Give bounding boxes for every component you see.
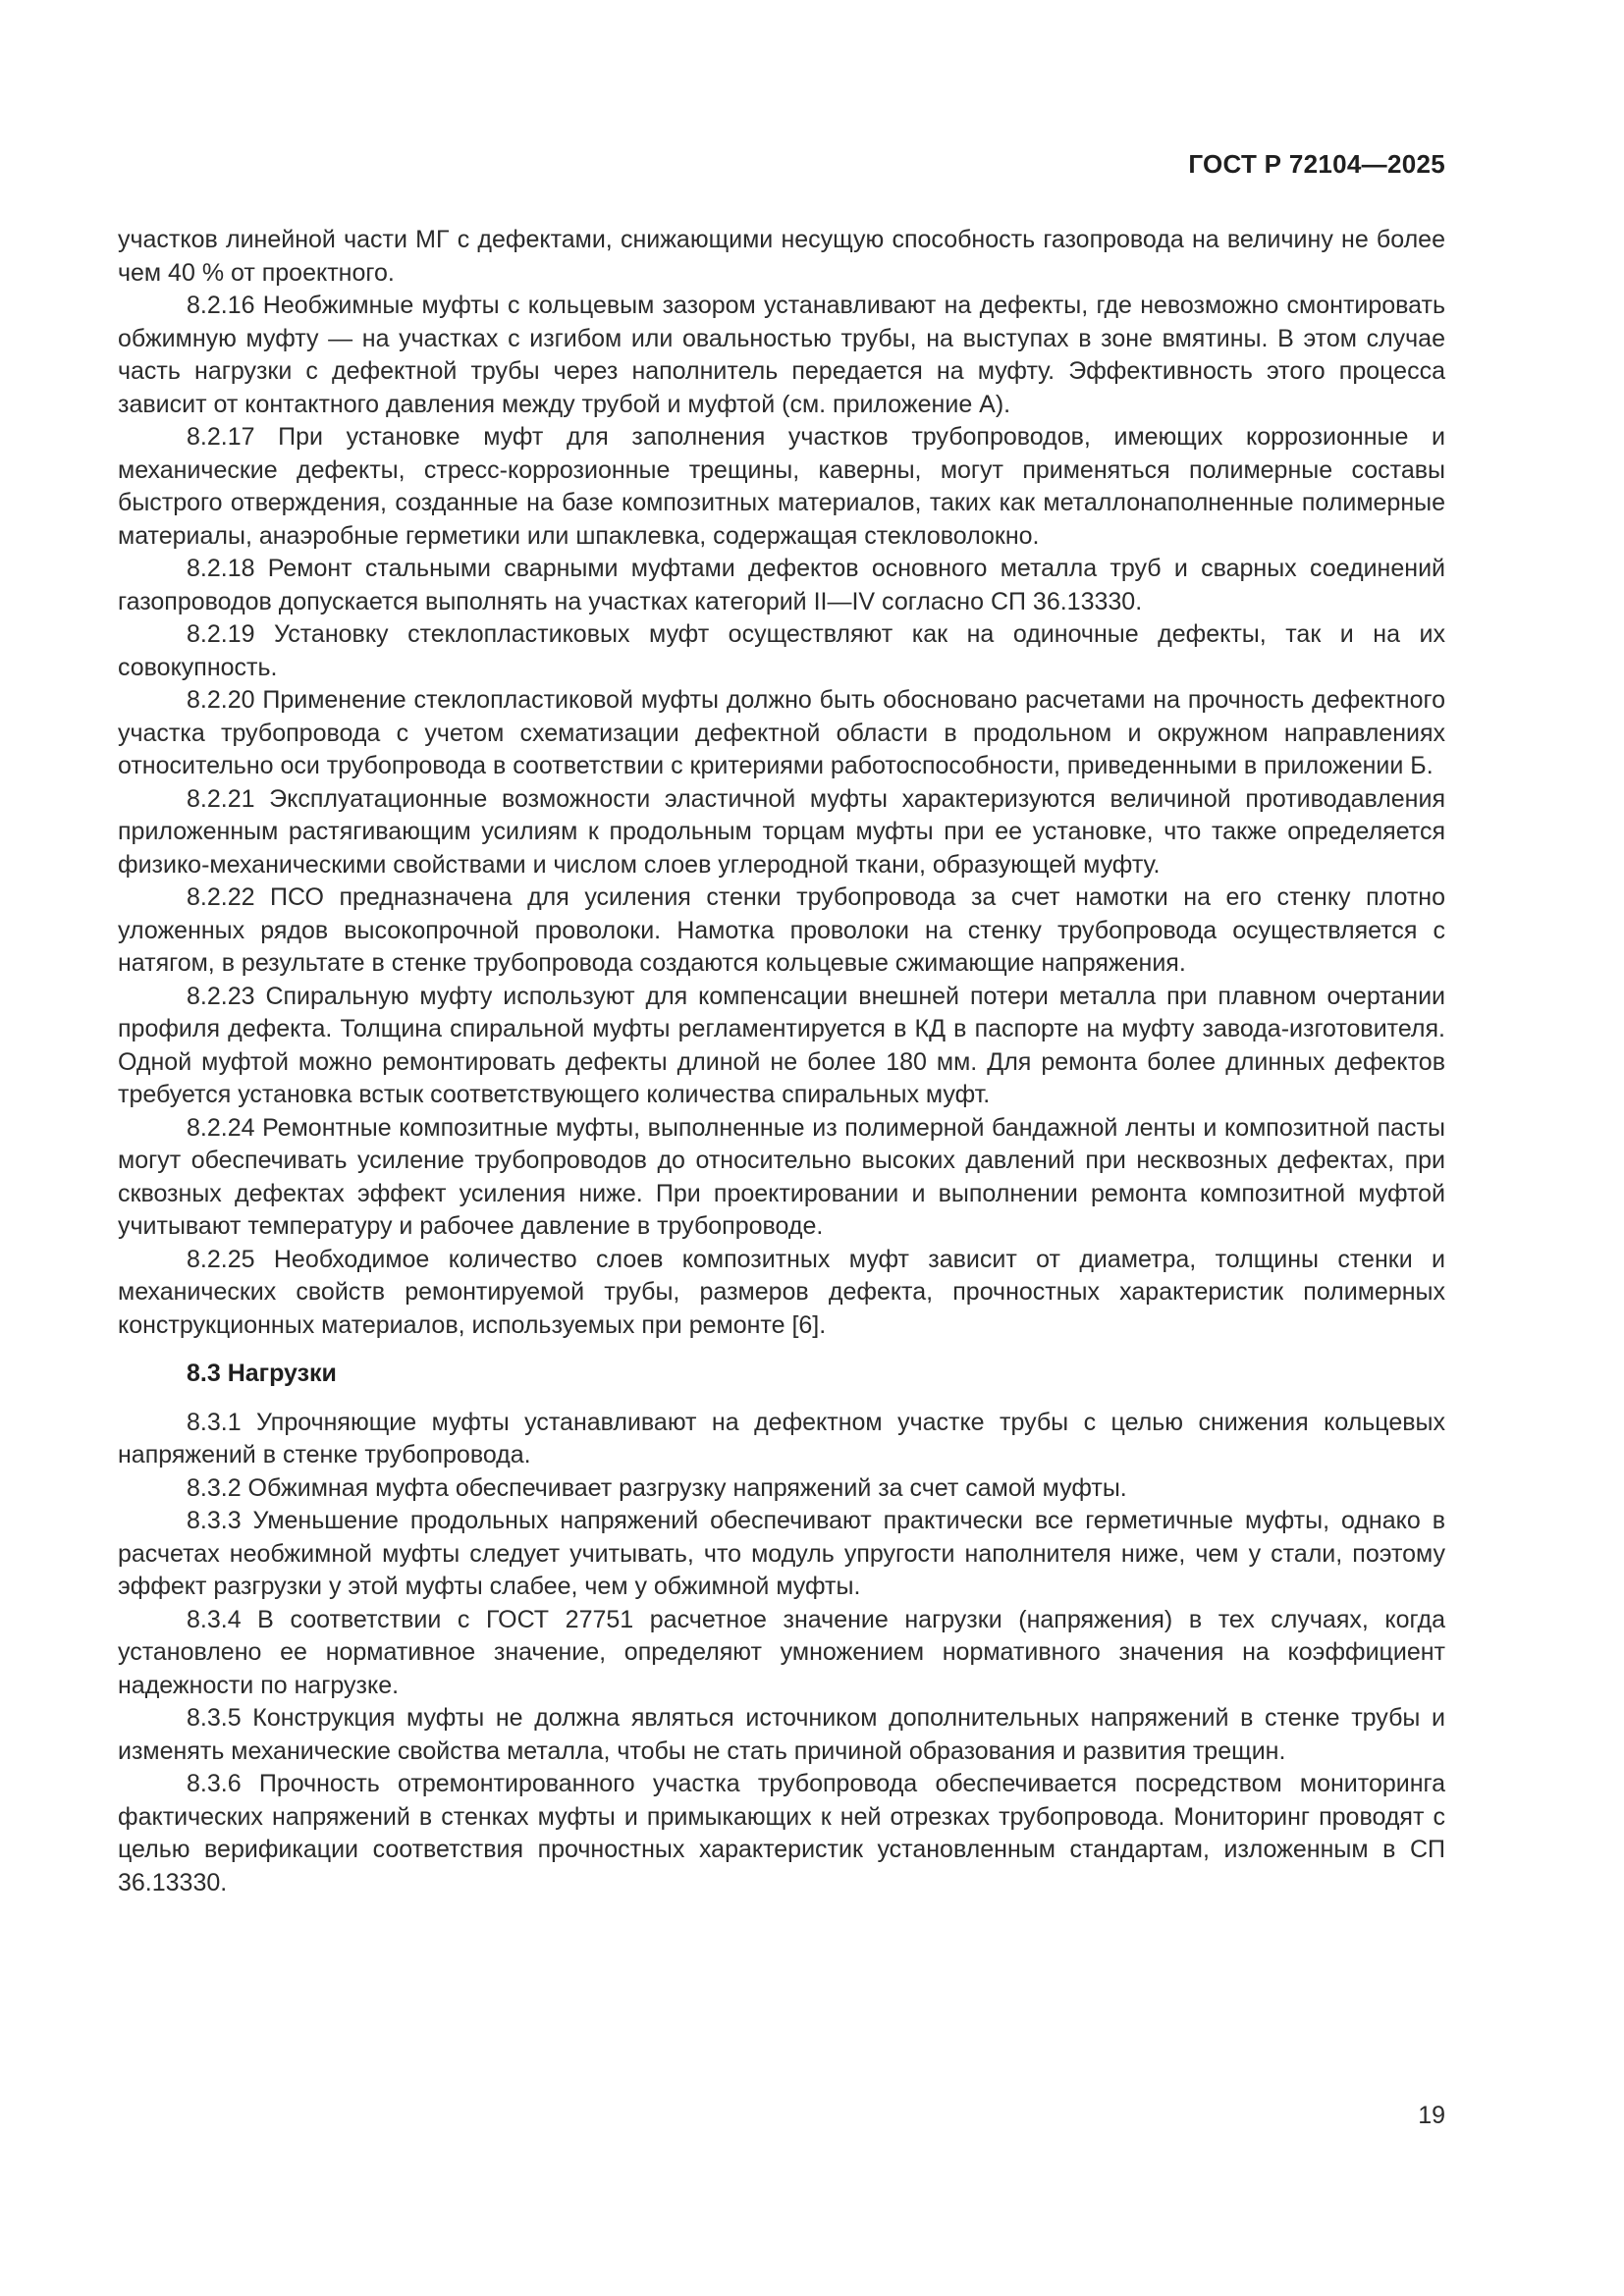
paragraph-8-3-4: 8.3.4 В соответствии с ГОСТ 27751 расчетное значение нагрузки (напряжения) в тех случаях, когда установлено ее нормативное значение, определяют умножением нормативного значения на коэффициент надежности по нагрузке. bbox=[118, 1605, 1445, 1699]
paragraph-8-2-22: 8.2.22 ПСО предназначена для усиления стенки трубопровода за счет намотки на его стенку плотно уложенных рядов высокопрочной проволоки. Намотка проволоки на стенку трубопровода осуществляется с натягом, в результате в стенке трубопровода создаются кольцевые сжимающие напряжения. bbox=[118, 883, 1445, 977]
paragraph-8-2-25: 8.2.25 Необходимое количество слоев композитных муфт зависит от диаметра, толщины стенки и механических свойств ремонтируемой трубы, размеров дефекта, прочностных характеристик полимерных конструкционных материалов, используемых при ремонте [6]. bbox=[118, 1245, 1445, 1339]
document-header: ГОСТ Р 72104—2025 bbox=[1188, 149, 1445, 179]
paragraph-8-2-24: 8.2.24 Ремонтные композитные муфты, выполненные из полимерной бандажной ленты и композитной пасты могут обеспечивать усиление трубопроводов до относительно высоких давлений при несквозных дефектах, при сквозных дефектах эффект усиления ниже. При проектировании и выполнении ремонта композитной муфтой учитывают температуру и рабочее давление в трубопроводе. bbox=[118, 1113, 1445, 1240]
paragraph-8-2-18: 8.2.18 Ремонт стальными сварными муфтами дефектов основного металла труб и сварных соединений газопроводов допускается выполнять на участках категорий II—IV согласно СП 36.13330. bbox=[118, 555, 1445, 615]
paragraph-8-3-5: 8.3.5 Конструкция муфты не должна являться источником дополнительных напряжений в стенке трубы и изменять механические свойства металла, чтобы не стать причиной образования и развития трещин. bbox=[118, 1704, 1445, 1765]
paragraph-8-2-21: 8.2.21 Эксплуатационные возможности эластичной муфты характеризуются величиной противодавления приложенным растягивающим усилиям к продольным торцам муфты при ее установке, что также определяется физико-механическими свойствами и числом слоев углеродной ткани, образующей муфту. bbox=[118, 784, 1445, 879]
paragraph-8-2-17: 8.2.17 При установке муфт для заполнения участков трубопроводов, имеющих коррозионные и механические дефекты, стресс-коррозионные трещины, каверны, могут применяться полимерные составы быстрого отверждения, созданные на базе композитных материалов, таких как металлонаполненные полимерные материалы, анаэробные герметики или шпаклевка, содержащая стекловолокно. bbox=[118, 423, 1445, 550]
paragraph-8-2-16: 8.2.16 Необжимные муфты с кольцевым зазором устанавливают на дефекты, где невозможно смонтировать обжимную муфту — на участках с изгибом или овальностью трубы, на выступах в зоне вмятины. В этом случае часть нагрузки с дефектной трубы через наполнитель передается на муфту. Эффективность этого процесса зависит от контактного давления между трубой и муфтой (см. приложение А). bbox=[118, 292, 1445, 418]
page-number: 19 bbox=[1418, 2102, 1445, 2129]
paragraph-8-2-19: 8.2.19 Установку стеклопластиковых муфт осуществляют как на одиночные дефекты, так и на их совокупность. bbox=[118, 620, 1445, 681]
paragraph-8-3-6: 8.3.6 Прочность отремонтированного участка трубопровода обеспечивается посредством мониторинга фактических напряжений в стенках муфты и примыкающих к ней отрезках трубопровода. Мониторинг проводят с целью верификации соответствия прочностных характеристик установленным стандартам, изложенным в СП 36.13330. bbox=[118, 1770, 1445, 1896]
paragraph-8-2-23: 8.2.23 Спиральную муфту используют для компенсации внешней потери металла при плавном очертании профиля дефекта. Толщина спиральной муфты регламентируется в КД в паспорте на муфту завода-изготовителя. Одной муфтой можно ремонтировать дефекты длиной не более 180 мм. Для ремонта более длинных дефектов требуется установка встык соответствующего количества спиральных муфт. bbox=[118, 982, 1445, 1108]
paragraph-continuation: участков линейной части МГ с дефектами, снижающими несущую способность газопровода на величину не более чем 40 % от проектного. bbox=[118, 226, 1445, 287]
paragraph-8-2-20: 8.2.20 Применение стеклопластиковой муфты должно быть обосновано расчетами на прочность дефектного участка трубопровода с учетом схематизации дефектной области в продольном и окружном направлениях относительно оси трубопровода в соответствии с критериями работоспособности, приведенными в приложении Б. bbox=[118, 686, 1445, 779]
paragraph-8-3-1: 8.3.1 Упрочняющие муфты устанавливают на дефектном участке трубы с целью снижения кольцевых напряжений в стенке трубопровода. bbox=[118, 1408, 1445, 1468]
section-title: 8.3 Нагрузки bbox=[187, 1360, 337, 1387]
paragraph-8-3-2: 8.3.2 Обжимная муфта обеспечивает разгрузку напряжений за счет самой муфты. bbox=[187, 1473, 1127, 1502]
document-body bbox=[118, 224, 1445, 1899]
document-page bbox=[118, 0, 1445, 2296]
paragraph-8-3-3: 8.3.3 Уменьшение продольных напряжений обеспечивают практически все герметичные муфты, однако в расчетах необжимной муфты следует учитывать, что модуль упругости наполнителя ниже, чем у стали, поэтому эффект разгрузки у этой муфты слабее, чем у обжимной муфты. bbox=[118, 1507, 1445, 1600]
